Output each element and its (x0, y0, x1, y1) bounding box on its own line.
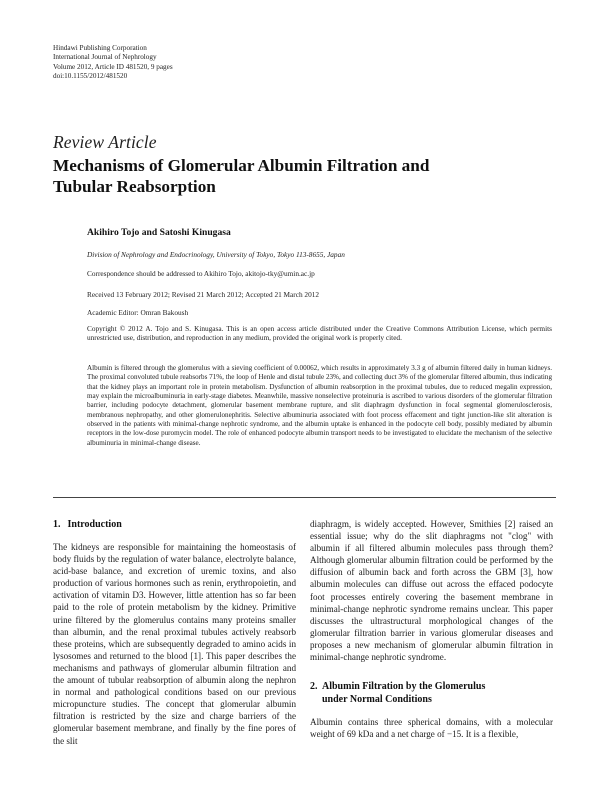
spacer (310, 706, 553, 716)
academic-editor: Academic Editor: Omran Bakoush (87, 308, 189, 317)
intro-continued-paragraph: diaphragm, is widely accepted. However, Smithies [2] raised an essential issue; why do the slit diaphragms not "clog" with albumin if all filtered albumin molecules pass through them? Although glomerular albumin filtration could be performed by the diffusion of albumin back and forth across the GBM [3], how albumin molecules can diffuse out across the effaced podocyte foot processes entirely covering the basement membrane in minimal-change nephrotic syndrome remains unclear. This paper discusses the ultrastructural morphological changes of the glomerular filtration barrier in various glomerular diseases and proposes a new mechanism of glomerular albumin filtration in minimal-change nephrotic syndrome. (310, 519, 553, 663)
doi-line[interactable]: doi:10.1155/2012/481520 (53, 72, 128, 81)
intro-paragraph: The kidneys are responsible for maintaining the homeostasis of body fluids by the regulation of water balance, electrolyte balance, acid-base balance, and excretion of uremic toxins, and also production of various hormones such as renin, erythropoietin, and activation of vitamin D3. However, little attention has so far been paid to the role of protein metabolism by the kidney. Primitive urine filtered by the glomerulus contains many proteins smaller than albumin, and the renal proximal tubules actively reabsorb these proteins, which are subsequently degraded to amino acids in lysosomes and returned to the blood [1]. This paper describes the mechanisms and pathways of glomerular albumin filtration and the amount of tubular reabsorption of albumin along the nephron in normal and pathological conditions based on our previous micropuncture studies. The concept that glomerular albumin filtration is restricted by the size and charge barriers of the glomerular basement membrane, and finally by the fine pores of the slit (53, 542, 296, 746)
authors: Akihiro Tojo and Satoshi Kinugasa (87, 227, 231, 238)
albumin-paragraph: Albumin contains three spherical domains, with a molecular weight of 69 kDa and a net charge of −15. It is a flexible, (310, 717, 553, 740)
article-dates: Received 13 February 2012; Revised 21 March 2012; Accepted 21 March 2012 (87, 290, 320, 299)
spacer (53, 531, 296, 541)
albumin-heading-title-line1: Albumin Filtration by the Glomerulus (322, 681, 486, 693)
volume-line: Volume 2012, Article ID 481520, 9 pages (53, 62, 173, 71)
right-column (310, 518, 553, 740)
affiliation: Division of Nephrology and Endocrinology, University of Tokyo, Tokyo 113-8655, Japan (87, 250, 345, 259)
title-line-2: Tubular Reabsorption (53, 177, 216, 196)
article-type: Review Article (53, 132, 157, 152)
journal-name-line: International Journal of Nephrology (53, 53, 157, 62)
journal-header (53, 44, 173, 82)
section-divider (53, 497, 556, 498)
albumin-heading-title-line2: under Normal Conditions (322, 694, 432, 706)
publisher-line: Hindawi Publishing Corporation (53, 44, 147, 52)
left-column (53, 518, 296, 747)
article-title (53, 155, 533, 197)
title-line-1: Mechanisms of Glomerular Albumin Filtration and (53, 156, 430, 175)
intro-heading-title: Introduction (67, 519, 122, 530)
albumin-heading (310, 680, 553, 706)
copyright-notice: Copyright © 2012 A. Tojo and S. Kinugasa. This is an open access article distributed under the Creative Commons Attribution License, which permits unrestricted use, distribution, and reproduction in any medium, provided the original work is properly cited. (87, 324, 552, 343)
intro-heading (53, 518, 296, 531)
correspondence: Correspondence should be addressed to Akihiro Tojo, akitojo-tky@umin.ac.jp (87, 269, 315, 278)
abstract: Albumin is filtered through the glomerulus with a sieving coefficient of 0.00062, which results in approximately 3.3 g of albumin filtered daily in human kidneys. The proximal convoluted tubule reabsorbs 71%, the loop of Henle and distal tubule 23%, and collecting duct 3% of the glomerular filtered albumin, thus indicating that the kidney plays an important role in protein metabolism. Dysfunction of albumin reabsorption in the proximal tubules, due to reduced megalin expression, may explain the microalbuminuria in early-stage diabetes. Meanwhile, massive nonselective proteinuria is ascribed to various disorders of the glomerular filtration barrier, including podocyte detachment, glomerular basement membrane rupture, and slit diaphragm dysfunction in focal segmental glomerulosclerosis, membranous nephropathy, and other glomerulonephritis. Selective albuminuria associated with foot process effacement and tight junction-like slit alteration is observed in the patients with minimal-change nephrotic syndrome, and the albumin uptake is enhanced in the podocyte cell body, possibly mediated by albumin receptors in the low-dose puromycin model. The role of enhanced podocyte albumin transport needs to be investigated to elucidate the mechanism of the selective albuminuria in minimal-change disease. (87, 364, 552, 447)
spacer (310, 663, 553, 680)
albumin-heading-number: 2. (310, 681, 318, 693)
intro-heading-number: 1. (53, 519, 61, 530)
